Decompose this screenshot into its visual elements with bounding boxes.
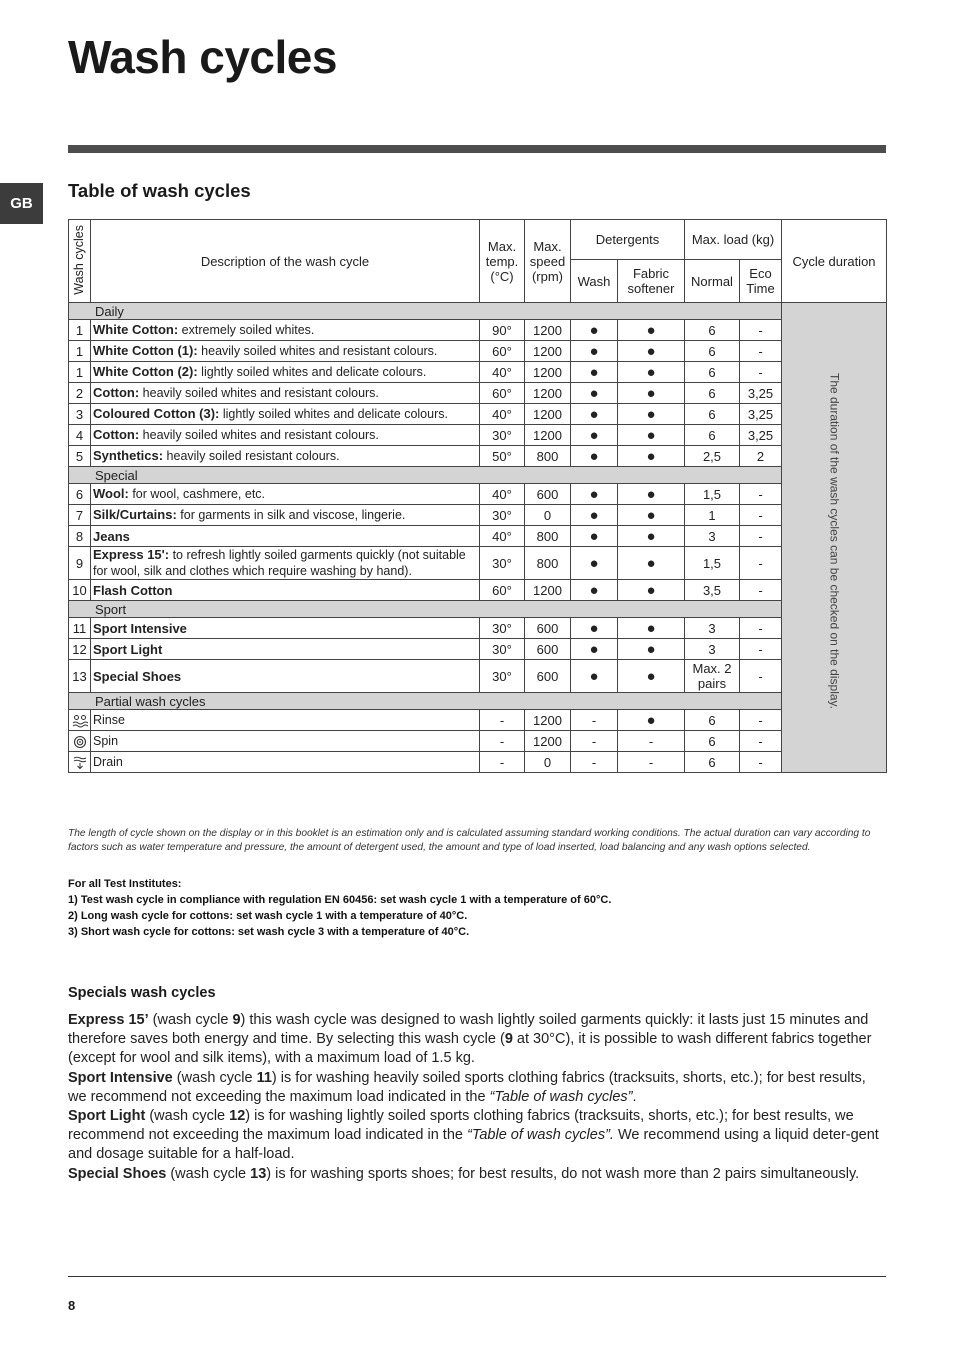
cycle-description [91, 341, 480, 362]
max-temp-cell: 60° [480, 341, 525, 362]
paragraph-text: ) is for washing sports shoes; for best results, do not wash more than 2 pairs simultaneously. [266, 1165, 860, 1182]
fabric-softener-cell: ● [618, 660, 685, 693]
normal-load-cell: 3 [685, 526, 740, 547]
max-speed-cell: 600 [525, 484, 571, 505]
table-row [69, 320, 887, 341]
eco-time-load-cell: - [740, 547, 782, 580]
emphasis-text: 13 [250, 1165, 267, 1182]
max-speed-cell: 0 [525, 752, 571, 773]
table-row [69, 383, 887, 404]
normal-load-cell: 1 [685, 505, 740, 526]
cycle-name: Special Shoes [93, 668, 182, 684]
eco-time-load-cell: - [740, 639, 782, 660]
table-row [69, 580, 887, 601]
table-row [69, 341, 887, 362]
max-speed-cell: 600 [525, 618, 571, 639]
paragraph-text: “Table of wash cycles” [489, 1088, 633, 1105]
fabric-softener-cell: ● [618, 505, 685, 526]
max-speed-header: Max. speed (rpm) [525, 220, 571, 303]
table-row [69, 404, 887, 425]
cycle-number: 6 [69, 484, 91, 505]
fabric-softener-cell: ● [618, 484, 685, 505]
eco-time-load-cell: 3,25 [740, 425, 782, 446]
cycle-name: Cotton: [93, 427, 140, 442]
wash-detergent-cell: ● [571, 547, 618, 580]
paragraph-text: ) is for washing heavily soiled sports clothing fabrics (tracksuits, shorts, etc.); for best results, we recommend not exceeding the maximum load indicated in the [68, 1069, 866, 1105]
emphasis-text: 12 [229, 1108, 246, 1125]
specials-paragraph [68, 1069, 886, 1107]
rinse-icon [69, 710, 91, 731]
max-temp-cell: 60° [480, 383, 525, 404]
normal-load-cell: 1,5 [685, 547, 740, 580]
cycle-note: heavily soiled whites and resistant colours. [139, 428, 379, 442]
fabric-softener-cell: ● [618, 425, 685, 446]
paragraph-text: at 30°C), it is possible to wash different fabrics together (except for wool and silk items), with a maximum load of 1.5 kg. [68, 1031, 872, 1067]
eco-time-load-cell: - [740, 341, 782, 362]
eco-time-load-cell: - [740, 580, 782, 601]
wash-detergent-cell: ● [571, 404, 618, 425]
fabric-softener-cell: ● [618, 618, 685, 639]
normal-load-cell: 3 [685, 639, 740, 660]
spin-icon [69, 731, 91, 752]
wash-detergent-cell: ● [571, 446, 618, 467]
max-speed-cell: 1200 [525, 320, 571, 341]
cycle-name: Silk/Curtains: [93, 507, 177, 522]
normal-load-cell: Max. 2 pairs [685, 660, 740, 693]
cycle-number: 1 [69, 362, 91, 383]
cycle-number: 3 [69, 404, 91, 425]
eco-time-load-cell: 3,25 [740, 383, 782, 404]
footer-divider [68, 1276, 886, 1277]
emphasis-text: 9 [232, 1012, 241, 1028]
fabric-softener-cell: ● [618, 547, 685, 580]
table-row [69, 618, 887, 639]
cycle-note: to refresh lightly soiled garments quickly (not suitable for wool, silk and clothes which require washing by hand). [93, 548, 466, 578]
max-speed-cell: 1200 [525, 404, 571, 425]
specials-paragraph [68, 1011, 886, 1069]
normal-load-cell: 6 [685, 320, 740, 341]
max-temp-cell: 40° [480, 526, 525, 547]
group-label: Partial wash cycles [69, 693, 782, 710]
normal-load-cell: 6 [685, 383, 740, 404]
wash-detergent-cell: - [571, 710, 618, 731]
eco-time-load-header: Eco Time [740, 260, 782, 303]
specials-paragraph [68, 1165, 886, 1184]
normal-load-cell: 2,5 [685, 446, 740, 467]
eco-time-load-cell: - [740, 362, 782, 383]
max-speed-cell: 1200 [525, 731, 571, 752]
normal-load-cell: 6 [685, 752, 740, 773]
max-temp-cell: 90° [480, 320, 525, 341]
max-speed-cell: 800 [525, 547, 571, 580]
page-number: 8 [68, 1298, 76, 1313]
paragraph-text: “Table of wash cycles”. [466, 1127, 614, 1144]
table-row [69, 526, 887, 547]
group-row [69, 693, 887, 710]
cycle-description [91, 404, 480, 425]
paragraph-text: (wash cycle [148, 1012, 233, 1028]
test-institutes-note-2: 2) Long wash cycle for cottons: set wash cycle 1 with a temperature of 40°C. [68, 910, 468, 922]
max-speed-cell: 800 [525, 446, 571, 467]
cycle-duration-header: Cycle duration [782, 220, 887, 303]
wash-detergent-cell: ● [571, 505, 618, 526]
cycle-name: Coloured Cotton (3): [93, 406, 220, 421]
max-speed-cell: 800 [525, 526, 571, 547]
wash-detergent-cell: ● [571, 341, 618, 362]
cycle-description [91, 362, 480, 383]
cycle-name: Jeans [93, 528, 130, 544]
cycle-name: White Cotton (2): [93, 364, 198, 379]
cycle-description [91, 505, 480, 526]
wash-cycles-table-body [69, 303, 887, 773]
cycle-number: 8 [69, 526, 91, 547]
table-row [69, 446, 887, 467]
cycle-description [91, 731, 480, 752]
eco-time-load-cell: 2 [740, 446, 782, 467]
wash-detergent-cell: ● [571, 580, 618, 601]
cycle-number: 1 [69, 341, 91, 362]
paragraph-text: . [632, 1088, 637, 1105]
wash-detergent-cell: ● [571, 320, 618, 341]
max-temp-cell: 30° [480, 660, 525, 693]
cycle-description [91, 446, 480, 467]
cycle-description [91, 320, 480, 341]
cycle-number: 2 [69, 383, 91, 404]
cycle-note: lightly soiled whites and delicate colours. [219, 407, 448, 421]
eco-time-load-cell: - [740, 710, 782, 731]
eco-time-load-cell: - [740, 320, 782, 341]
group-label: Daily [69, 303, 782, 320]
cycle-name: Express 15': [93, 547, 170, 562]
max-temp-cell: 30° [480, 618, 525, 639]
emphasis-text: 11 [256, 1069, 272, 1086]
page-title: Wash cycles [68, 31, 337, 83]
emphasis-text: Sport Intensive [68, 1069, 173, 1086]
table-row [69, 639, 887, 660]
max-speed-cell: 600 [525, 639, 571, 660]
cycle-note: Spin [93, 734, 119, 748]
cycle-description [91, 618, 480, 639]
group-label: Sport [69, 601, 782, 618]
fabric-softener-cell: - [618, 731, 685, 752]
title-divider [68, 145, 886, 153]
max-temp-cell: 50° [480, 446, 525, 467]
wash-detergent-header: Wash [571, 260, 618, 303]
fabric-softener-cell: - [618, 752, 685, 773]
table-row [69, 362, 887, 383]
cycle-name: Cotton: [93, 385, 140, 400]
cycle-description [91, 484, 480, 505]
cycle-number: 10 [69, 580, 91, 601]
group-row [69, 601, 887, 618]
specials-paragraph [68, 1107, 886, 1165]
fabric-softener-cell: ● [618, 580, 685, 601]
normal-load-cell: 6 [685, 341, 740, 362]
max-temp-cell: 30° [480, 547, 525, 580]
cycle-note: heavily soiled whites and resistant colours. [139, 386, 379, 400]
cycle-number: 1 [69, 320, 91, 341]
table-row [69, 425, 887, 446]
max-temp-cell: 30° [480, 639, 525, 660]
wash-cycles-header: Wash cycles [69, 220, 91, 303]
cycle-note: for wool, cashmere, etc. [128, 487, 266, 501]
fabric-softener-cell: ● [618, 526, 685, 547]
max-temp-header: Max. temp. (°C) [480, 220, 525, 303]
group-label: Special [69, 467, 782, 484]
cycle-description [91, 383, 480, 404]
max-temp-cell: - [480, 752, 525, 773]
paragraph-text: We recommend using a liquid deter-gent and dosage suitable for a half-load. [68, 1127, 879, 1163]
eco-time-load-cell: - [740, 618, 782, 639]
eco-time-load-cell: - [740, 752, 782, 773]
cycle-description [91, 526, 480, 547]
cycle-note: heavily soiled whites and resistant colours. [197, 344, 438, 358]
wash-detergent-cell: ● [571, 526, 618, 547]
fabric-softener-cell: ● [618, 341, 685, 362]
normal-load-cell: 6 [685, 362, 740, 383]
cycle-name: Flash Cotton [93, 582, 173, 598]
max-speed-cell: 1200 [525, 425, 571, 446]
wash-detergent-cell: ● [571, 639, 618, 660]
paragraph-text: (wash cycle [172, 1069, 257, 1086]
wash-detergent-cell: - [571, 752, 618, 773]
normal-load-cell: 6 [685, 425, 740, 446]
eco-time-load-cell: 3,25 [740, 404, 782, 425]
language-tab: GB [0, 183, 43, 224]
cycle-description [91, 547, 480, 580]
test-institutes-heading: For all Test Institutes: [68, 878, 182, 890]
normal-load-header: Normal [685, 260, 740, 303]
cycle-name: Sport Intensive [93, 620, 187, 636]
max-speed-cell: 1200 [525, 362, 571, 383]
max-speed-cell: 1200 [525, 580, 571, 601]
cycle-duration-note: The duration of the wash cycles can be checked on the display. [782, 303, 887, 773]
fabric-softener-cell: ● [618, 383, 685, 404]
normal-load-cell: 6 [685, 710, 740, 731]
normal-load-cell: 3,5 [685, 580, 740, 601]
emphasis-text: 9 [504, 1031, 513, 1048]
max-speed-cell: 1200 [525, 341, 571, 362]
table-heading: Table of wash cycles [68, 180, 251, 201]
eco-time-load-cell: - [740, 505, 782, 526]
max-speed-cell: 1200 [525, 710, 571, 731]
cycle-name: Wool: [93, 486, 129, 501]
max-temp-cell: 60° [480, 580, 525, 601]
eco-time-load-cell: - [740, 484, 782, 505]
fabric-softener-cell: ● [618, 710, 685, 731]
cycle-number: 13 [69, 660, 91, 693]
table-row [69, 660, 887, 693]
table-row [69, 505, 887, 526]
paragraph-text: (wash cycle [166, 1165, 251, 1182]
cycle-note: Drain [93, 755, 123, 769]
description-header: Description of the wash cycle [91, 220, 480, 303]
fabric-softener-cell: ● [618, 446, 685, 467]
table-row [69, 752, 887, 773]
wash-detergent-cell: - [571, 731, 618, 752]
cycle-name: Synthetics: [93, 448, 164, 463]
max-speed-cell: 600 [525, 660, 571, 693]
cycle-description [91, 580, 480, 601]
cycle-note: lightly soiled whites and delicate colours. [197, 365, 427, 379]
cycle-note: for garments in silk and viscose, lingerie. [176, 508, 406, 522]
cycle-name: White Cotton: [93, 322, 179, 337]
emphasis-text: Special Shoes [68, 1165, 167, 1182]
table-row [69, 484, 887, 505]
cycle-description [91, 660, 480, 693]
wash-detergent-cell: ● [571, 383, 618, 404]
max-temp-cell: 30° [480, 505, 525, 526]
max-temp-cell: - [480, 731, 525, 752]
eco-time-load-cell: - [740, 731, 782, 752]
max-temp-cell: 40° [480, 362, 525, 383]
table-row [69, 710, 887, 731]
wash-detergent-cell: ● [571, 660, 618, 693]
cycle-number: 4 [69, 425, 91, 446]
table-row [69, 547, 887, 580]
cycle-number: 7 [69, 505, 91, 526]
cycle-note: heavily soiled resistant colours. [163, 449, 340, 463]
test-institutes-note-3: 3) Short wash cycle for cottons: set wash cycle 3 with a temperature of 40°C. [68, 926, 470, 938]
fabric-softener-cell: ● [618, 639, 685, 660]
cycle-name: White Cotton (1): [93, 343, 198, 358]
duration-disclaimer: The length of cycle shown on the display or in this booklet is an estimation only and is calculated assuming standard working conditions. The actual duration can vary according to factors such as water temperature and pressure, the amount of detergent used, the amount and type of load inserted, load balancing and any wash options selected. [68, 828, 871, 853]
drain-icon [69, 752, 91, 773]
specials-description [68, 1011, 886, 1184]
cycle-description [91, 710, 480, 731]
test-institutes-notes [68, 876, 886, 940]
normal-load-cell: 3 [685, 618, 740, 639]
group-row [69, 303, 887, 320]
max-temp-cell: 30° [480, 425, 525, 446]
max-temp-cell: - [480, 710, 525, 731]
wash-detergent-cell: ● [571, 618, 618, 639]
test-institutes-note-1: 1) Test wash cycle in compliance with regulation EN 60456: set wash cycle 1 with a temperature of 60°C. [68, 894, 612, 906]
paragraph-text: (wash cycle [145, 1108, 230, 1125]
cycle-number: 5 [69, 446, 91, 467]
max-speed-cell: 1200 [525, 383, 571, 404]
cycle-description [91, 425, 480, 446]
cycle-name: Sport Light [93, 641, 163, 657]
max-temp-cell: 40° [480, 404, 525, 425]
max-speed-cell: 0 [525, 505, 571, 526]
cycle-number: 11 [69, 618, 91, 639]
wash-detergent-cell: ● [571, 362, 618, 383]
cycle-number: 12 [69, 639, 91, 660]
paragraph-text: ) this wash cycle was designed to wash lightly soiled garments quickly: it lasts just 15 minutes and therefore saves both energy and time. By selecting this wash cycle ( [68, 1012, 869, 1048]
fabric-softener-cell: ● [618, 320, 685, 341]
cycle-number: 9 [69, 547, 91, 580]
normal-load-cell: 6 [685, 731, 740, 752]
detergents-header: Detergents [571, 220, 685, 260]
wash-detergent-cell: ● [571, 425, 618, 446]
group-row [69, 467, 887, 484]
emphasis-text: Sport Light [68, 1108, 146, 1125]
max-temp-cell: 40° [480, 484, 525, 505]
wash-detergent-cell: ● [571, 484, 618, 505]
eco-time-load-cell: - [740, 526, 782, 547]
specials-heading: Specials wash cycles [68, 985, 216, 1001]
normal-load-cell: 1,5 [685, 484, 740, 505]
cycle-note: Rinse [93, 713, 125, 727]
max-load-header: Max. load (kg) [685, 220, 782, 260]
wash-cycles-table [68, 219, 887, 773]
normal-load-cell: 6 [685, 404, 740, 425]
paragraph-text: ) is for washing lightly soiled sports clothing fabrics (tracksuits, shorts, etc.); for best results, we recommend not exceeding the maximum load indicated in the [68, 1108, 854, 1144]
eco-time-load-cell: - [740, 660, 782, 693]
fabric-softener-cell: ● [618, 362, 685, 383]
cycle-description [91, 752, 480, 773]
fabric-softener-header: Fabric softener [618, 260, 685, 303]
cycle-note: extremely soiled whites. [178, 323, 315, 337]
table-row [69, 731, 887, 752]
emphasis-text: Express 15’ [68, 1012, 149, 1028]
fabric-softener-cell: ● [618, 404, 685, 425]
cycle-description [91, 639, 480, 660]
